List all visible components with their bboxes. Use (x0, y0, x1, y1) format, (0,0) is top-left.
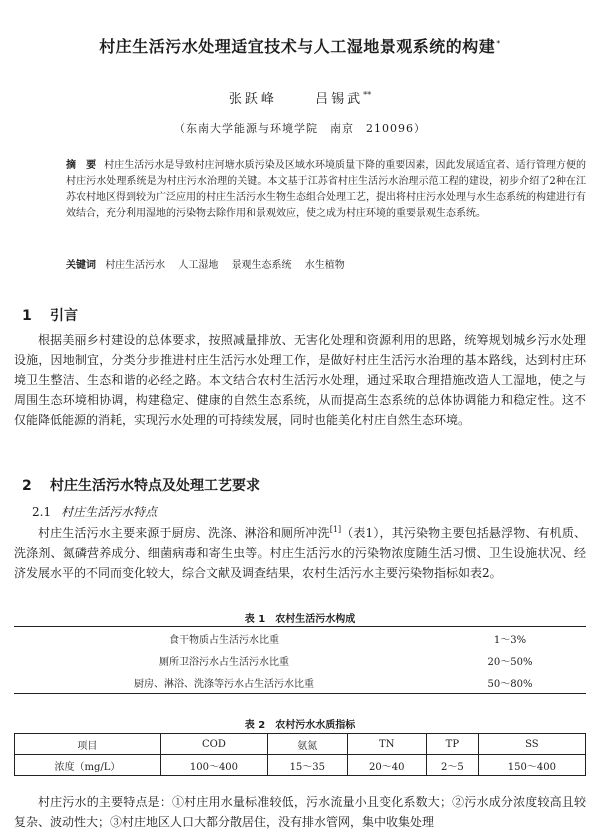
keyword: 村庄生活污水 (105, 260, 166, 271)
table-cell: 20～40 (347, 755, 426, 776)
table-header: SS (478, 734, 585, 755)
table1-caption (0, 610, 600, 625)
subsection-heading (32, 503, 157, 520)
affiliation: （东南大学能源与环境学院 南京 210096） (174, 122, 426, 135)
section-heading (22, 305, 78, 325)
author-name: 张跃峰 (228, 92, 277, 107)
table-cell: 2～5 (427, 755, 479, 776)
section-title: 村庄生活污水特点及处理工艺要求 (50, 478, 260, 494)
table-cell: 1～3% (493, 634, 527, 646)
abstract-text: 村庄生活污水是导致村庄河塘水质污染及区域水环境质量下降的重要因素，因此发展适宜者、适行管理方便的村庄污水处理系统是为村庄污水治理的关键。本文基于江苏省村庄生活污水治理示范工程的建设，初步介绍了2种在江苏农村地区得到较为广泛应用的村庄生活污水生物生态组合处理工艺，提出将村庄污水处理与水生态系统的构建进行有效结合，充分利用湿地的污染物去除作用和景观效应，使之成为村庄环境的重要景观生态系统。 (66, 160, 587, 219)
table-row (14, 627, 586, 650)
keywords (66, 256, 586, 271)
title-footnote-mark: * (496, 38, 501, 48)
table-row (14, 671, 586, 694)
section-number: 1 (22, 308, 32, 324)
title-text: 村庄生活污水处理适宜技术与人工湿地景观系统的构建 (99, 37, 496, 56)
table-number: 表 1 (244, 614, 266, 625)
final-paragraph: 村庄污水的主要特点是：①村庄用水量标准较低，污水流量小且变化系数大；②污水成分浓度较高且较复杂、波动性大；③村庄地区人口大都分散居住，没有排水管网，集中收集处理 (14, 795, 586, 829)
table-header: TN (347, 734, 426, 755)
section2-paragraph (14, 520, 586, 583)
abstract (66, 158, 586, 222)
section-heading (22, 475, 260, 495)
table-cell: 50～80% (487, 678, 533, 690)
table-cell: 100～400 (160, 755, 267, 776)
table-cell: 15～35 (268, 755, 347, 776)
section-title: 引言 (50, 308, 78, 324)
table-header-row (15, 734, 586, 755)
subsection-title: 村庄生活污水特点 (61, 505, 158, 519)
table-cell: 20～50% (487, 656, 533, 668)
section-number: 2 (22, 478, 32, 494)
paragraph-text: 村庄生活污水主要来源于厨房、洗涤、淋浴和厕所冲洗 (38, 526, 330, 540)
abstract-label: 摘 要 (66, 160, 97, 171)
table-cell: 150～400 (478, 755, 585, 776)
table-cell: 厨房、淋浴、洗涤等污水占生活污水比重 (134, 678, 314, 690)
table-cell: 浓度（mg/L） (15, 755, 161, 776)
table-caption-text: 农村污水水质指标 (275, 720, 356, 731)
keyword: 人工湿地 (178, 260, 219, 271)
citation: [1] (329, 525, 342, 534)
keyword: 水生植物 (304, 260, 345, 271)
keyword: 景观生态系统 (231, 260, 292, 271)
paragraph-text: （表1），其污染物主要包括悬浮物、有机质、洗涤剂、氮磷营养成分、细菌病毒和寄生虫等。村庄生活污水的污染物浓度随生活习惯、卫生设施状况、经济发展水平的不同而变化较大，综合文献及调查结果，农村生活污水主要污染物指标如表2。 (14, 526, 586, 580)
table-header: COD (160, 734, 267, 755)
subsection-number: 2.1 (32, 505, 52, 519)
table-header: 氨氮 (268, 734, 347, 755)
table2-caption (0, 716, 600, 731)
table-header: TP (427, 734, 479, 755)
author-name: 吕锡武 (315, 92, 364, 107)
intro-paragraph: 根据美丽乡村建设的总体要求，按照减量排放、无害化处理和资源利用的思路，统筹规划城乡污水处理设施，因地制宜，分类分步推进村庄生活污水处理工作，是做好村庄生活污水治理的基本路线，达到村庄环境卫生整洁、生态和谐的必经之路。本文结合农村生活污水处理，通过采取合理措施改造人工湿地，使之与周围生态环境相协调，构建稳定、健康的自然生态系统，从而提高生态系统的总体协调能力和稳定性。这不仅能降低能源的消耗，实现污水处理的可持续发展，同时也能美化村庄自然生态环境。 (14, 333, 586, 427)
table-number: 表 2 (244, 720, 266, 731)
author-line (0, 88, 600, 107)
table1 (14, 626, 586, 694)
table-row (14, 649, 586, 671)
keywords-label: 关键词 (66, 260, 96, 271)
table-row (15, 755, 586, 776)
table-caption-text: 农村生活污水构成 (275, 614, 356, 625)
author-footnote-mark: ** (363, 90, 372, 100)
paper-title (0, 34, 600, 57)
table-cell: 厕所卫浴污水占生活污水比重 (159, 656, 289, 668)
table2 (14, 733, 586, 776)
table-cell: 食干物质占生活污水比重 (169, 634, 279, 646)
table-header: 项目 (15, 734, 161, 755)
